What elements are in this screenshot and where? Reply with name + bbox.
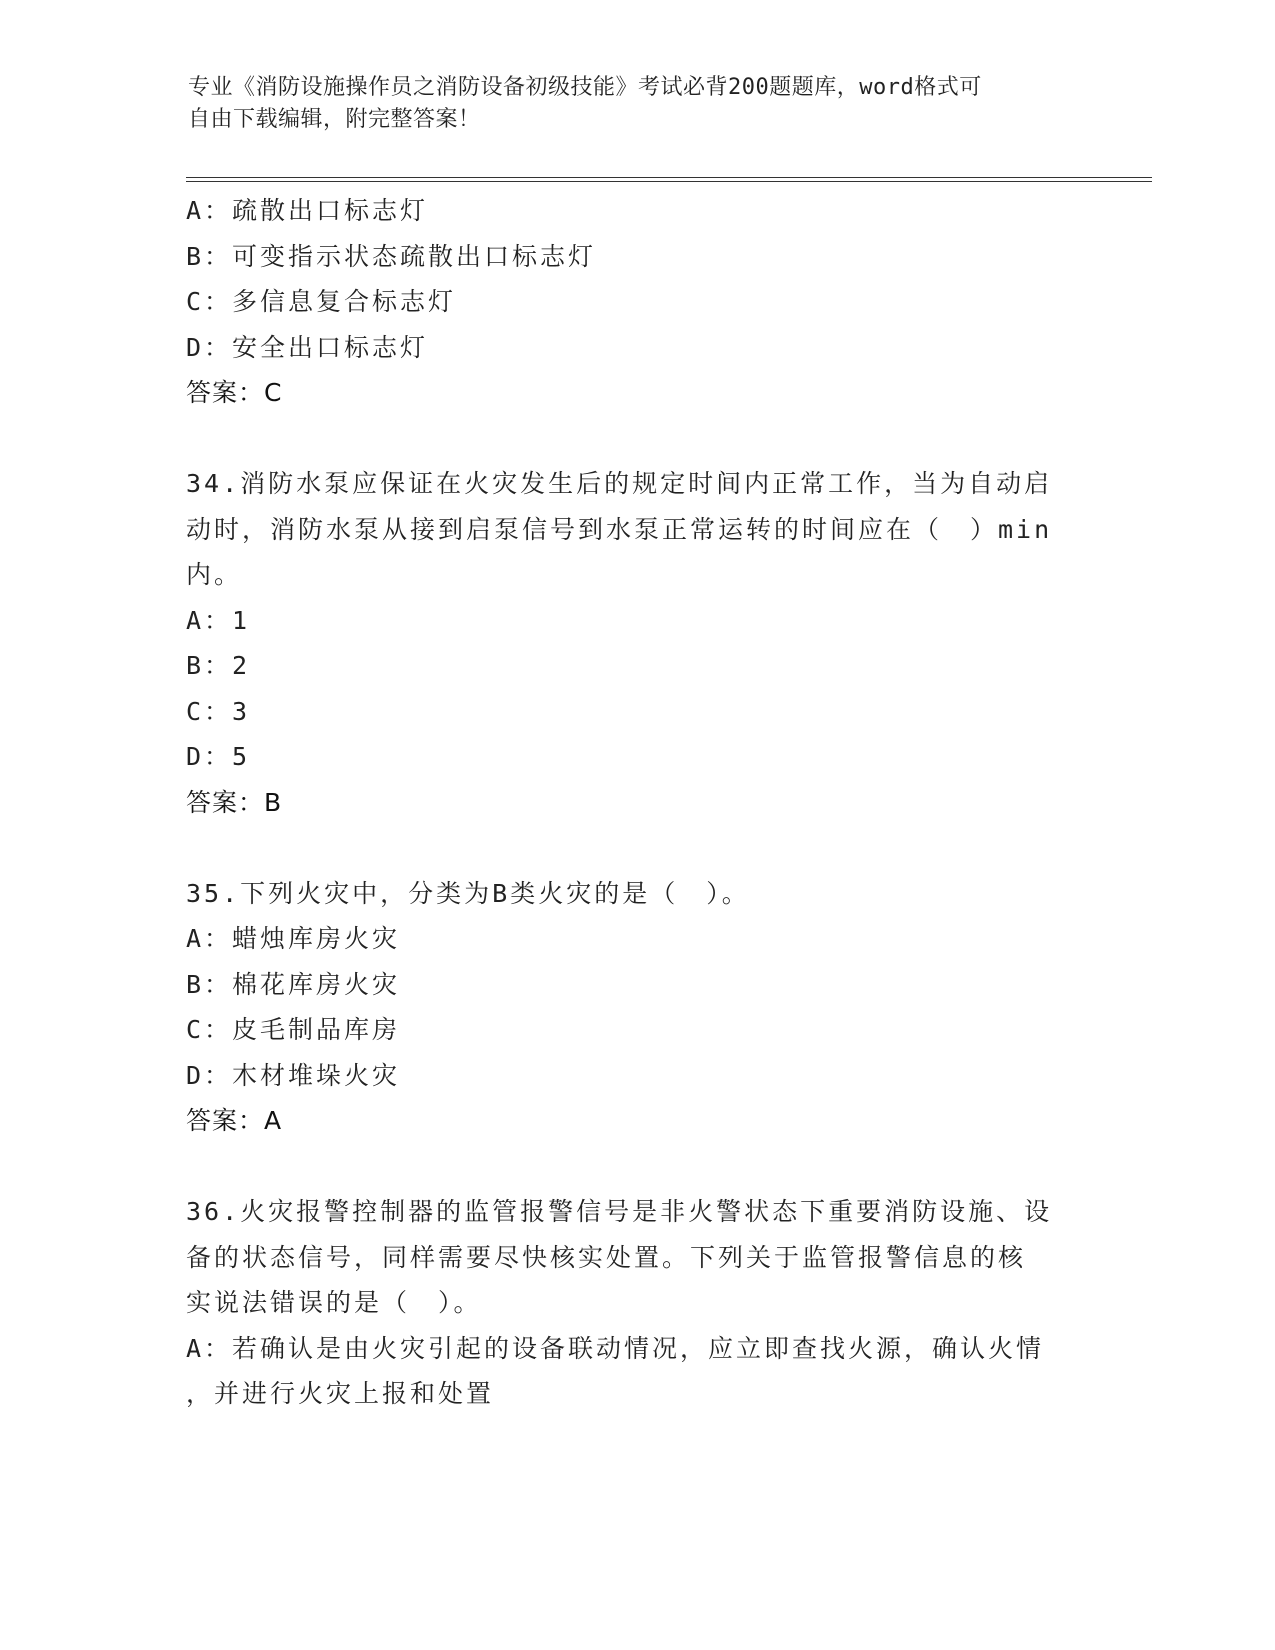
question-stem-line: 36.火灾报警控制器的监管报警信号是非火警状态下重要消防设施、设	[186, 1197, 1053, 1226]
question-36-block	[186, 1189, 1086, 1417]
option-a: A：1	[186, 605, 251, 635]
header-rule-bottom	[186, 181, 1152, 182]
question-stem-line: 35.下列火灾中，分类为B类火灾的是（ ）。	[186, 878, 750, 908]
option-b: B：2	[186, 651, 251, 680]
option-d: D：木材堆垛火灾	[186, 1060, 401, 1090]
option-d: D：5	[186, 742, 251, 771]
question-34-block	[186, 461, 1086, 825]
option-b: B：可变指示状态疏散出口标志灯	[186, 241, 597, 271]
option-d: D：安全出口标志灯	[186, 332, 429, 362]
question-stem-line: 备的状态信号，同样需要尽快核实处置。下列关于监管报警信息的核	[186, 1242, 1027, 1272]
header-rule-top	[186, 177, 1152, 178]
question-content	[186, 188, 1086, 1417]
header-title-line-2: 自由下载编辑，附完整答案！	[188, 107, 481, 132]
answer-line: 答案：A	[186, 1106, 283, 1135]
question-33-block	[186, 188, 1086, 416]
answer-line: 答案：B	[186, 787, 283, 817]
option-a: A：蜡烛库房火灾	[186, 924, 401, 953]
spacer	[186, 1144, 1086, 1190]
page-header	[188, 72, 1088, 136]
question-35-block	[186, 871, 1086, 1144]
spacer	[186, 825, 1086, 871]
header-title-line-1: 专业《消防设施操作员之消防设备初级技能》考试必背200题题库，word格式可	[188, 75, 982, 100]
option-b: B：棉花库房火灾	[186, 969, 401, 999]
question-stem-line: 实说法错误的是（ ）。	[186, 1288, 482, 1317]
option-c: C：3	[186, 696, 251, 726]
option-a: A：疏散出口标志灯	[186, 196, 429, 225]
option-a: A：若确认是由火灾引起的设备联动情况，应立即查找火源，确认火情	[186, 1333, 1045, 1363]
question-stem-line: 34.消防水泵应保证在火灾发生后的规定时间内正常工作，当为自动启	[186, 469, 1053, 498]
question-stem-line: 内。	[186, 560, 243, 589]
question-stem-line: 动时，消防水泵从接到启泵信号到水泵正常运转的时间应在（ ）min	[186, 514, 1053, 544]
option-c: C：多信息复合标志灯	[186, 287, 457, 316]
answer-line: 答案：C	[186, 378, 283, 407]
option-a-continuation: ，并进行火灾上报和处置	[186, 1379, 495, 1408]
option-c: C：皮毛制品库房	[186, 1015, 401, 1044]
spacer	[186, 416, 1086, 462]
